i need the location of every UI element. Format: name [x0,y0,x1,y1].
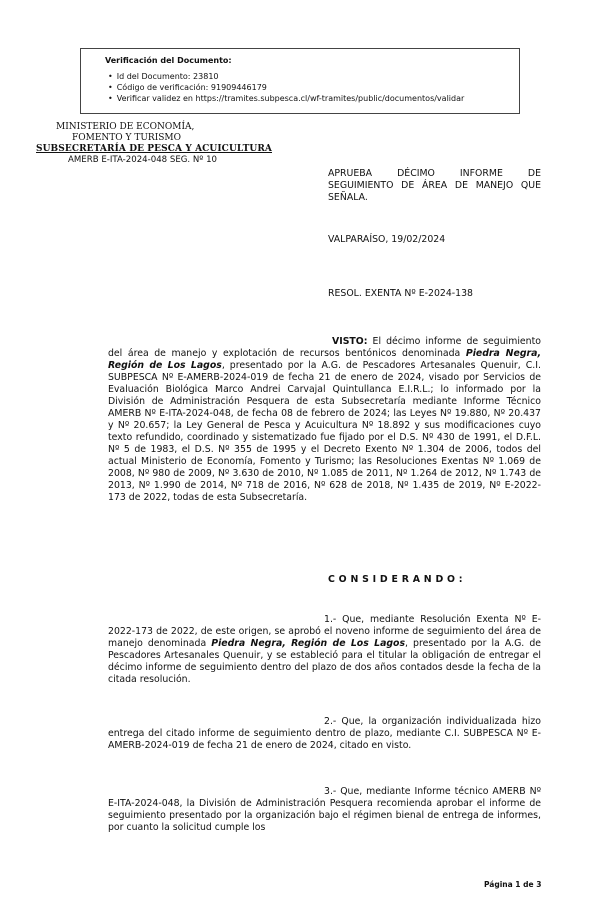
document-reference: AMERB E-ITA-2024-048 SEG. Nº 10 [68,155,218,165]
area-name: Piedra Negra, Región de Los Lagos [108,348,541,371]
considerando-paragraph-1: 1.- Que, mediante Resolución Exenta Nº E-2022-173 de 2022, de este origen, se aprobó el noveno informe de seguimiento del área de manejo denominada Piedra Negra, Región de Los Lagos, presentado por la A.G. de Pescadores Artesanales Quenuir, y se estableció para el titular la obligación de entregar el décimo informe de seguimiento dentro del plazo de dos años contados desde la fecha de la citada resolución. [108,614,541,685]
bullet-icon: • [108,72,113,81]
considerando-paragraph-3: 3.- Que, mediante Informe técnico AMERB Nº E-ITA-2024-048, la División de Administración Pesquera recomienda aprobar el informe de seguimiento presentado por la organización bajo el régimen bienal de entrega de informes, por cuanto la solicitud cumple los [108,786,541,833]
visto-label: VISTO: [332,336,368,347]
bullet-icon: • [108,94,113,103]
verification-box [80,48,520,114]
considerando-paragraph-2: 2.- Que, la organización individualizada hizo entrega del citado informe de seguimiento dentro de plazo, mediante C.I. SUBPESCA Nº E-AMERB-2024-019 de fecha 21 de enero de 2024, citado en visto. [108,716,541,751]
ministry-line1: MINISTERIO DE ECONOMÍA, [56,122,195,132]
verification-list [105,71,495,104]
page-number: Página 1 de 3 [484,880,542,889]
ministry-line2: FOMENTO Y TURISMO [72,133,182,143]
considerando-heading: CONSIDERANDO: [328,574,467,585]
verification-item-url[interactable]: • Verificar validez en https://tramites.subpesca.cl/wf-tramites/public/documentos/validar [108,94,465,103]
aprueba-title: APRUEBA DÉCIMO INFORME DE SEGUIMIENTO DE ÁREA DE MANEJO QUE SEÑALA. [328,168,541,203]
bullet-icon: • [108,83,113,92]
verification-title: Verificación del Documento: [105,56,232,65]
area-name: Piedra Negra, Región de Los Lagos [211,638,406,649]
subsecretaria-title: SUBSECRETARÍA DE PESCA Y ACUICULTURA [36,144,272,154]
resolution-number: RESOL. EXENTA Nº E-2024-138 [328,288,473,299]
visto-paragraph: VISTO: El décimo informe de seguimiento del área de manejo y explotación de recursos bentónicos denominada Piedra Negra, Región de Los Lagos, presentado por la A.G. de Pescadores Artesanales Quenuir, C.I. SUBPESCA Nº E-AMERB-2024-019 de fecha 21 de enero de 2024, visado por Servicios de Evaluación Biológica Marco Andrei Carvajal Quintullanca E.I.R.L.; lo informado por la División de Administración Pesquera de esta Subsecretaría mediante Informe Técnico AMERB Nº E-ITA-2024-048, de fecha 08 de febrero de 2024; las Leyes Nº 19.880, Nº 20.437 y Nº 20.657; la Ley General de Pesca y Acuicultura Nº 18.892 y sus modificaciones cuyo texto refundido, coordinado y sistematizado fue fijado por el D.S. Nº 430 de 1991, el D.F.L. Nº 5 de 1983, el D.S. Nº 355 de 1995 y el Decreto Exento Nº 1.304 de 2006, todos del actual Ministerio de Economía, Fomento y Turismo; las Resoluciones Exentas Nº 1.069 de 2008, Nº 980 de 2009, Nº 3.630 de 2010, Nº 1.085 de 2011, Nº 1.264 de 2012, Nº 1.743 de 2013, Nº 1.990 de 2014, Nº 718 de 2016, Nº 628 de 2018, Nº 1.435 de 2019, Nº E-2022-173 de 2022, todas de esta Subsecretaría. [108,336,541,503]
verification-item-id: • Id del Documento: 23810 [108,72,219,81]
ministry-header [36,122,286,166]
verification-item-code: • Código de verificación: 91909446179 [108,83,267,92]
place-date: VALPARAÍSO, 19/02/2024 [328,234,446,245]
